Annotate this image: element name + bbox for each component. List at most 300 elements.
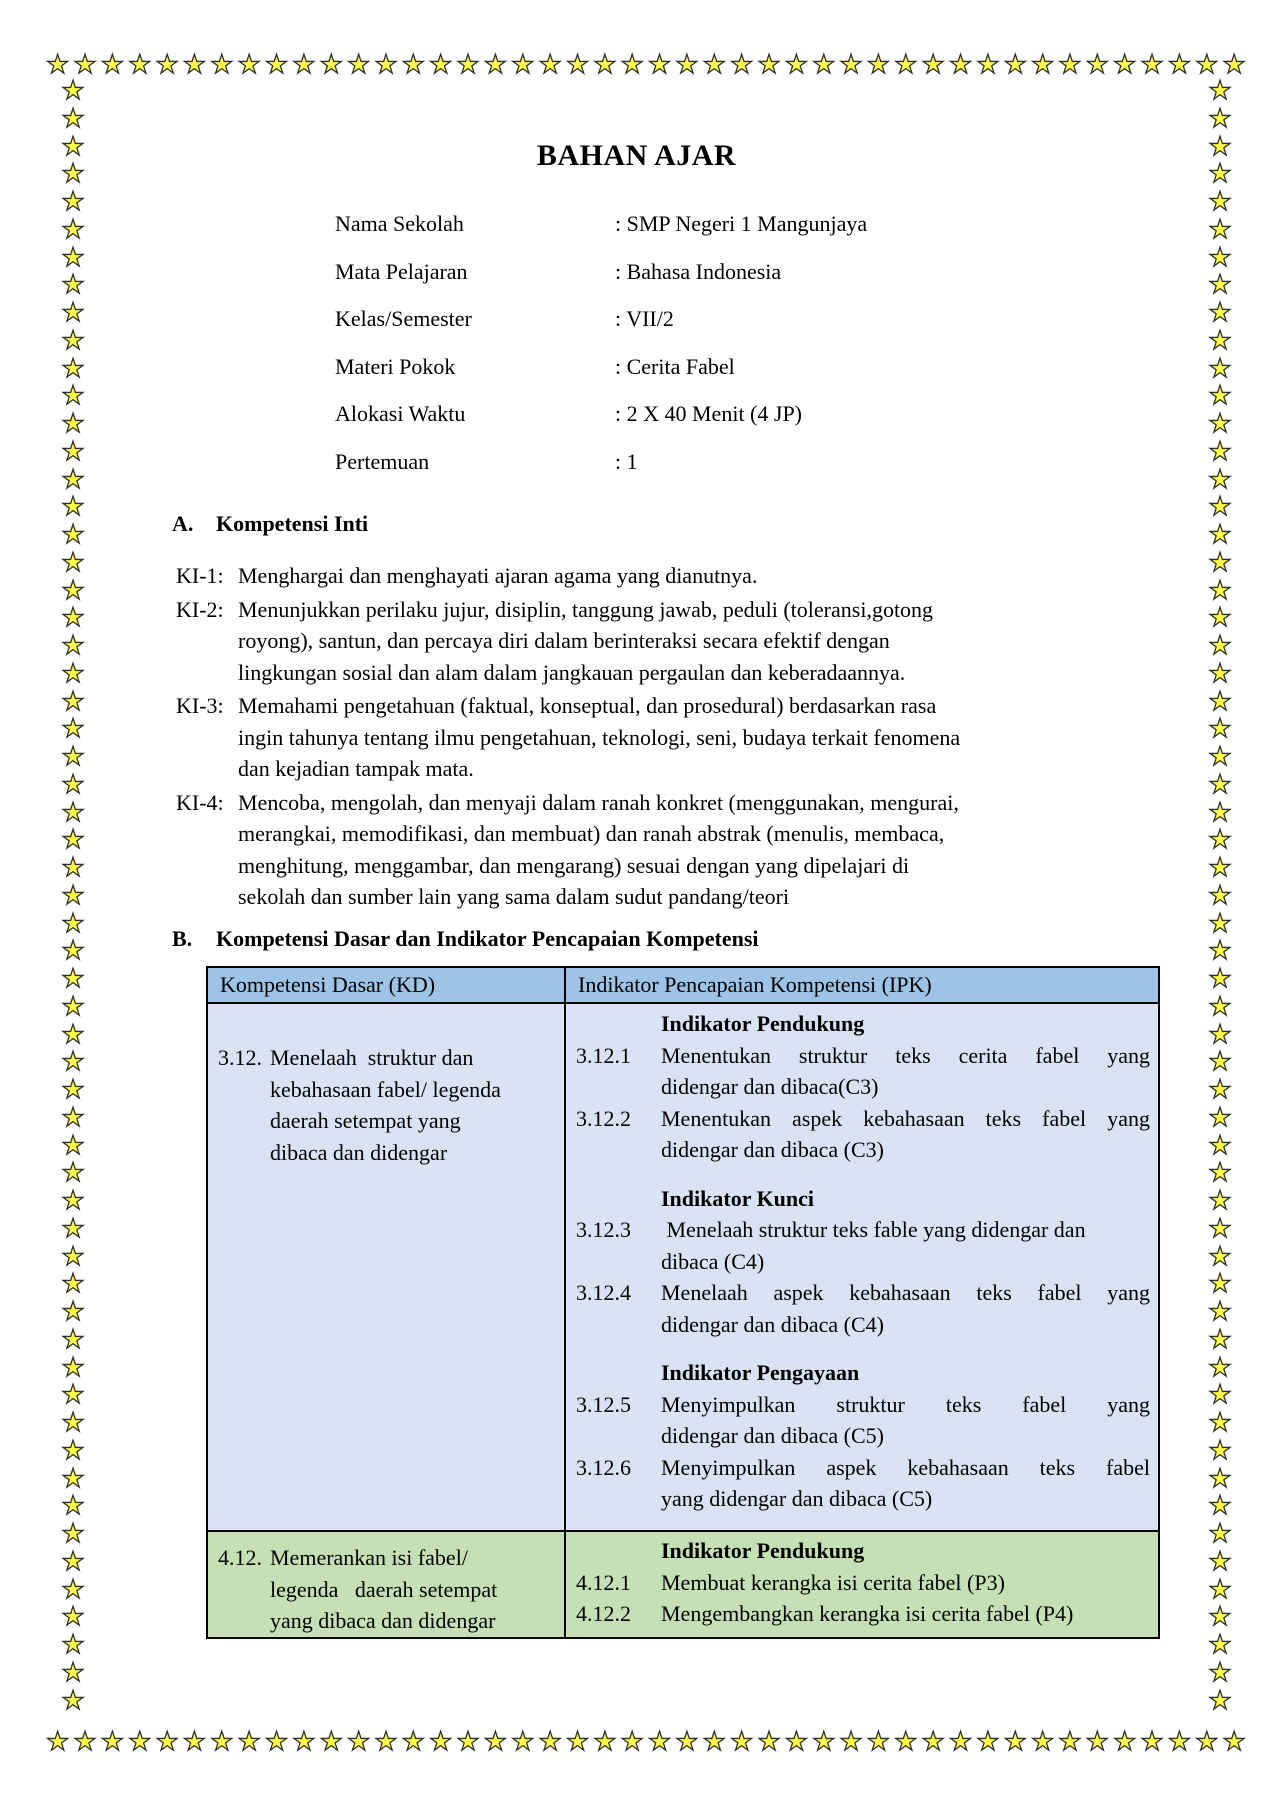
star-icon: ★ [61, 1269, 85, 1299]
star-icon: ★ [61, 1213, 85, 1243]
star-icon: ★ [784, 50, 809, 79]
ipk-item [576, 1040, 1150, 1103]
metadata-row-topic [335, 343, 1035, 391]
star-icon: ★ [921, 1727, 945, 1756]
star-icon: ★ [61, 1186, 85, 1215]
star-icon: ★ [61, 825, 85, 855]
kd-cell [207, 1003, 565, 1531]
star-icon: ★ [1208, 880, 1232, 910]
ipk-section-heading: Indikator Kunci [661, 1185, 815, 1211]
text-line: dan kejadian tampak mata. [238, 756, 474, 781]
star-icon: ★ [61, 298, 85, 327]
star-icon: ★ [1208, 1186, 1232, 1215]
star-icon: ★ [1030, 1727, 1055, 1756]
star-icon: ★ [1003, 50, 1027, 79]
star-icon: ★ [264, 50, 289, 79]
star-icon: ★ [61, 853, 85, 882]
star-icon: ★ [675, 1727, 699, 1756]
star-icon: ★ [1003, 1727, 1027, 1756]
star-icon: ★ [702, 50, 726, 79]
star-icon: ★ [61, 964, 85, 993]
star-icon: ★ [1208, 1158, 1232, 1188]
star-icon: ★ [61, 1630, 85, 1659]
star-icon: ★ [620, 50, 644, 79]
text-line: Menentukan aspek kebahasaan teks fabel yang [661, 1105, 1150, 1131]
star-icon: ★ [1085, 50, 1109, 79]
star-icon: ★ [1113, 1727, 1137, 1756]
star-icon: ★ [61, 880, 85, 910]
star-icon: ★ [61, 1102, 85, 1132]
star-icon: ★ [61, 908, 85, 938]
star-icon: ★ [1208, 1491, 1232, 1521]
text-line: Mencoba, mengolah, dan menyaji dalam ranah konkret (menggunakan, mengurai, [238, 789, 959, 815]
ki-text [238, 594, 1166, 689]
metadata-row-school [335, 200, 1035, 248]
ipk-number: 3.12.6 [576, 1454, 631, 1480]
metadata-value: : SMP Negeri 1 Mangunjaya [615, 211, 868, 236]
ipk-item [576, 1452, 1150, 1515]
star-icon: ★ [1208, 797, 1232, 827]
kd-item [218, 1042, 556, 1168]
star-icon: ★ [429, 50, 453, 79]
metadata-block [335, 200, 1035, 486]
text-line: Menyimpulkan aspek kebahasaan teks fabel [661, 1454, 1150, 1480]
star-icon: ★ [1208, 1297, 1232, 1326]
kd-number: 4.12. [218, 1545, 262, 1570]
ipk-number: 4.12.1 [576, 1569, 631, 1595]
ipk-text [661, 1277, 1150, 1340]
star-icon: ★ [61, 991, 85, 1021]
star-icon: ★ [155, 50, 179, 79]
star-icon: ★ [61, 131, 85, 161]
star-icon: ★ [647, 50, 672, 79]
star-icon: ★ [1208, 1352, 1232, 1382]
star-border-top [46, 50, 1246, 80]
metadata-value: : Bahasa Indonesia [615, 258, 782, 284]
star-icon: ★ [483, 50, 508, 79]
star-icon: ★ [976, 1727, 1000, 1756]
ipk-item [576, 1389, 1150, 1452]
metadata-label: Pertemuan [335, 448, 430, 474]
star-icon: ★ [1208, 964, 1232, 993]
star-icon: ★ [1208, 1602, 1232, 1632]
text-line: daerah setempat yang [270, 1108, 461, 1133]
text-line: Menelaah struktur dan [270, 1045, 474, 1070]
star-border-left [58, 78, 88, 1714]
text-line: Menghargai dan menghayati ajaran agama yang dianutnya. [238, 563, 758, 588]
star-icon: ★ [593, 50, 617, 79]
star-icon: ★ [538, 1727, 562, 1756]
kd-number: 3.12. [218, 1045, 262, 1070]
star-icon: ★ [1208, 325, 1232, 355]
star-icon: ★ [948, 50, 973, 79]
star-icon: ★ [839, 1727, 863, 1756]
ki-item-1 [176, 560, 1166, 592]
star-icon: ★ [784, 1727, 809, 1756]
star-icon: ★ [61, 1380, 85, 1410]
star-icon: ★ [1208, 1213, 1232, 1243]
ipk-section-heading: Indikator Pengayaan [661, 1360, 860, 1385]
star-icon: ★ [61, 1130, 85, 1160]
ipk-text [661, 1452, 1150, 1515]
ipk-text [661, 1567, 1150, 1599]
star-icon: ★ [155, 1727, 179, 1756]
star-icon: ★ [894, 1727, 918, 1756]
star-icon: ★ [61, 1408, 85, 1437]
star-icon: ★ [812, 1727, 836, 1756]
star-icon: ★ [976, 50, 1000, 79]
ipk-item [576, 1103, 1150, 1166]
star-icon: ★ [1208, 1075, 1232, 1104]
star-icon: ★ [1208, 714, 1232, 744]
star-icon: ★ [1208, 270, 1232, 300]
ipk-number: 3.12.4 [576, 1280, 631, 1305]
text-line: menghitung, menggambar, dan mengarang) sesuai dengan yang dipelajari di [238, 852, 910, 878]
star-icon: ★ [1140, 1727, 1164, 1756]
text-line: dibaca dan didengar [270, 1139, 448, 1165]
ipk-number: 3.12.1 [576, 1042, 631, 1068]
star-border-right [1205, 78, 1235, 1714]
star-icon: ★ [1208, 1657, 1232, 1687]
star-icon: ★ [1208, 381, 1232, 411]
text-line: royong), santun, dan percaya diri dalam berinteraksi secara efektif dengan [238, 628, 890, 653]
star-icon: ★ [237, 50, 261, 79]
star-icon: ★ [46, 1727, 70, 1756]
ipk-section-heading: Indikator Pendukung [661, 1011, 865, 1036]
star-icon: ★ [61, 1657, 85, 1687]
text-line: yang dibaca dan didengar [270, 1608, 496, 1633]
star-icon: ★ [1208, 159, 1232, 189]
text-line: kebahasaan fabel/ legenda [270, 1076, 501, 1102]
star-icon: ★ [61, 520, 85, 549]
star-icon: ★ [61, 76, 85, 105]
metadata-value: : VII/2 [615, 306, 674, 332]
star-icon: ★ [237, 1727, 261, 1756]
star-icon: ★ [61, 1602, 85, 1632]
metadata-label: Materi Pokok [335, 353, 456, 379]
metadata-row-subject [335, 248, 1035, 296]
metadata-value: : 1 [615, 448, 638, 474]
star-icon: ★ [1058, 1727, 1082, 1756]
star-icon: ★ [61, 436, 85, 466]
ipk-item [576, 1214, 1150, 1277]
star-icon: ★ [1208, 131, 1232, 161]
star-icon: ★ [61, 603, 85, 633]
star-icon: ★ [61, 1435, 85, 1465]
ki-item-4 [176, 787, 1166, 913]
star-icon: ★ [61, 492, 85, 522]
star-icon: ★ [1208, 1324, 1232, 1354]
star-icon: ★ [1208, 631, 1232, 660]
star-icon: ★ [100, 1727, 125, 1756]
ipk-number: 3.12.3 [576, 1217, 631, 1242]
text-line: didengar dan dibaca(C3) [661, 1074, 879, 1099]
metadata-row-meeting [335, 438, 1035, 486]
star-icon: ★ [182, 50, 207, 79]
ki-item-3 [176, 690, 1166, 785]
ipk-item [576, 1277, 1150, 1340]
table-header-kd: Kompetensi Dasar (KD) [207, 967, 565, 1003]
star-icon: ★ [61, 1491, 85, 1521]
ipk-item [576, 1567, 1150, 1599]
kd-text [270, 1042, 556, 1168]
star-icon: ★ [319, 50, 343, 79]
star-icon: ★ [1208, 769, 1232, 799]
star-icon: ★ [319, 1727, 343, 1756]
star-icon: ★ [61, 242, 85, 272]
star-icon: ★ [812, 50, 836, 79]
star-icon: ★ [374, 1727, 398, 1756]
table-header-ipk: Indikator Pencapaian Kompetensi (IPK) [565, 967, 1159, 1003]
ipk-cell [565, 1531, 1159, 1638]
star-icon: ★ [839, 50, 863, 79]
star-icon: ★ [1208, 103, 1232, 133]
star-icon: ★ [1208, 1546, 1232, 1576]
star-icon: ★ [61, 742, 85, 771]
star-icon: ★ [61, 1241, 85, 1271]
star-icon: ★ [729, 50, 754, 79]
section-title: Kompetensi Inti [216, 511, 369, 536]
metadata-row-class-semester [335, 295, 1035, 343]
star-icon: ★ [1208, 409, 1232, 438]
star-icon: ★ [61, 1019, 85, 1049]
star-icon: ★ [538, 50, 562, 79]
section-title: Kompetensi Dasar dan Indikator Pencapaian Kompetensi [216, 926, 759, 951]
text-line: Menyimpulkan struktur teks fabel yang [661, 1391, 1150, 1417]
star-icon: ★ [1208, 1574, 1232, 1604]
text-line: didengar dan dibaca (C3) [661, 1137, 884, 1162]
ipk-section-heading: Indikator Pendukung [661, 1538, 865, 1563]
ipk-text [661, 1214, 1150, 1277]
star-icon: ★ [948, 1727, 973, 1756]
ki-number: KI-3: [176, 693, 224, 718]
star-icon: ★ [61, 936, 85, 966]
star-icon: ★ [1140, 50, 1164, 79]
ipk-cell [565, 1003, 1159, 1531]
star-icon: ★ [1208, 1630, 1232, 1659]
star-icon: ★ [456, 50, 480, 79]
star-icon: ★ [1208, 242, 1232, 272]
kd-item [218, 1542, 556, 1637]
table-row-4-12 [207, 1531, 1159, 1638]
star-icon: ★ [702, 1727, 726, 1756]
star-icon: ★ [346, 50, 371, 79]
star-icon: ★ [511, 50, 535, 79]
star-icon: ★ [61, 1685, 85, 1715]
star-icon: ★ [61, 769, 85, 799]
star-icon: ★ [61, 1574, 85, 1604]
text-line: didengar dan dibaca (C5) [661, 1423, 884, 1448]
text-line: Memerankan isi fabel/ [270, 1545, 468, 1570]
text-line: Menunjukkan perilaku jujur, disiplin, tanggung jawab, peduli (toleransi,gotong [238, 596, 934, 622]
star-icon: ★ [1208, 1519, 1232, 1548]
star-icon: ★ [61, 1158, 85, 1188]
star-icon: ★ [61, 631, 85, 660]
star-icon: ★ [1208, 353, 1232, 383]
text-line: dibaca (C4) [661, 1248, 765, 1274]
star-icon: ★ [1208, 1019, 1232, 1049]
ipk-number: 4.12.2 [576, 1601, 631, 1626]
star-icon: ★ [1208, 1380, 1232, 1410]
star-icon: ★ [1208, 76, 1232, 105]
ipk-text [661, 1389, 1150, 1452]
star-icon: ★ [866, 50, 891, 79]
kompetensi-inti-list [176, 560, 1166, 915]
star-icon: ★ [1167, 1727, 1192, 1756]
star-icon: ★ [1208, 298, 1232, 327]
star-icon: ★ [565, 50, 590, 79]
ipk-text [661, 1598, 1150, 1630]
star-icon: ★ [61, 797, 85, 827]
metadata-label: Kelas/Semester [335, 306, 472, 332]
star-icon: ★ [182, 1727, 207, 1756]
text-line: Menentukan struktur teks cerita fabel yang [661, 1042, 1150, 1068]
text-line: Menelaah struktur teks fable yang didengar dan [661, 1217, 1086, 1242]
star-icon: ★ [757, 1727, 781, 1756]
star-icon: ★ [1208, 1047, 1232, 1077]
star-icon: ★ [1167, 50, 1192, 79]
star-icon: ★ [1208, 908, 1232, 938]
star-icon: ★ [1208, 686, 1232, 716]
star-icon: ★ [264, 1727, 289, 1756]
star-icon: ★ [61, 1324, 85, 1354]
star-icon: ★ [1208, 825, 1232, 855]
star-icon: ★ [1208, 991, 1232, 1021]
star-icon: ★ [61, 159, 85, 189]
star-icon: ★ [61, 575, 85, 605]
ipk-section-pendukung [576, 1535, 1150, 1630]
star-icon: ★ [511, 1727, 535, 1756]
star-icon: ★ [61, 325, 85, 355]
star-icon: ★ [1208, 1408, 1232, 1437]
star-icon: ★ [61, 353, 85, 383]
star-icon: ★ [61, 1297, 85, 1326]
star-icon: ★ [401, 50, 425, 79]
star-icon: ★ [866, 1727, 891, 1756]
star-icon: ★ [1208, 214, 1232, 244]
star-icon: ★ [61, 1047, 85, 1077]
star-icon: ★ [73, 50, 97, 79]
text-line: yang didengar dan dibaca (C5) [661, 1486, 933, 1511]
text-line: Menelaah aspek kebahasaan teks fabel yang [661, 1280, 1150, 1305]
star-icon: ★ [1208, 520, 1232, 549]
star-icon: ★ [374, 50, 398, 79]
star-icon: ★ [61, 658, 85, 688]
star-icon: ★ [483, 1727, 508, 1756]
star-icon: ★ [292, 50, 316, 79]
star-icon: ★ [1208, 742, 1232, 771]
star-icon: ★ [1208, 464, 1232, 494]
star-icon: ★ [61, 187, 85, 216]
star-icon: ★ [565, 1727, 590, 1756]
star-icon: ★ [100, 50, 125, 79]
star-icon: ★ [456, 1727, 480, 1756]
ki-item-2 [176, 594, 1166, 689]
star-icon: ★ [1208, 1130, 1232, 1160]
text-line: didengar dan dibaca (C4) [661, 1311, 884, 1337]
metadata-value: : Cerita Fabel [615, 353, 735, 379]
metadata-row-time [335, 390, 1035, 438]
star-icon: ★ [1113, 50, 1137, 79]
star-icon: ★ [1208, 1463, 1232, 1493]
ki-number: KI-1: [176, 563, 224, 588]
star-icon: ★ [61, 214, 85, 244]
star-icon: ★ [61, 714, 85, 744]
star-icon: ★ [401, 1727, 425, 1756]
section-a-heading [172, 510, 368, 538]
text-line: legenda daerah setempat [270, 1576, 498, 1602]
star-icon: ★ [61, 686, 85, 716]
star-icon: ★ [61, 547, 85, 577]
star-icon: ★ [1195, 50, 1219, 79]
star-icon: ★ [1208, 1685, 1232, 1715]
star-icon: ★ [61, 1519, 85, 1548]
star-icon: ★ [1030, 50, 1055, 79]
star-icon: ★ [1222, 1727, 1246, 1756]
star-icon: ★ [894, 50, 918, 79]
star-icon: ★ [61, 270, 85, 300]
metadata-label: Alokasi Waktu [335, 401, 466, 427]
ki-number: KI-2: [176, 596, 224, 622]
ipk-section-kunci [576, 1183, 1150, 1341]
star-icon: ★ [210, 50, 234, 79]
table-header-row [207, 967, 1159, 1003]
star-icon: ★ [1222, 50, 1246, 79]
ipk-number: 3.12.5 [576, 1391, 631, 1417]
ki-text [238, 787, 1166, 913]
ipk-number: 3.12.2 [576, 1105, 631, 1131]
star-icon: ★ [1208, 1269, 1232, 1299]
star-icon: ★ [292, 1727, 316, 1756]
text-line: ingin tahunya tentang ilmu pengetahuan, teknologi, seni, budaya terkait fenomena [238, 724, 961, 750]
star-icon: ★ [757, 50, 781, 79]
ipk-text [661, 1103, 1150, 1166]
star-icon: ★ [1208, 492, 1232, 522]
star-icon: ★ [675, 50, 699, 79]
ipk-item [576, 1598, 1150, 1630]
text-line: sekolah dan sumber lain yang sama dalam sudut pandang/teori [238, 884, 790, 909]
text-line: lingkungan sosial dan alam dalam jangkauan pergaulan dan keberadaannya. [238, 659, 906, 685]
star-icon: ★ [1058, 50, 1082, 79]
section-b-heading [172, 925, 759, 953]
table-row-3-12 [207, 1003, 1159, 1531]
ki-text [238, 560, 1166, 592]
star-icon: ★ [1085, 1727, 1109, 1756]
star-icon: ★ [346, 1727, 371, 1756]
star-icon: ★ [46, 50, 70, 79]
star-icon: ★ [61, 103, 85, 133]
ki-number: KI-4: [176, 789, 224, 815]
kd-text [270, 1542, 556, 1637]
star-icon: ★ [61, 381, 85, 411]
ipk-section-pendukung [576, 1008, 1150, 1166]
star-icon: ★ [61, 409, 85, 438]
star-icon: ★ [61, 1075, 85, 1104]
star-icon: ★ [1208, 436, 1232, 466]
ipk-text [661, 1040, 1150, 1103]
star-icon: ★ [1195, 1727, 1219, 1756]
star-icon: ★ [1208, 1435, 1232, 1465]
star-icon: ★ [620, 1727, 644, 1756]
text-line: Membuat kerangka isi cerita fabel (P3) [661, 1569, 1005, 1595]
star-icon: ★ [1208, 547, 1232, 577]
section-letter: B. [172, 926, 193, 951]
star-icon: ★ [1208, 603, 1232, 633]
text-line: Memahami pengetahuan (faktual, konseptual, dan prosedural) berdasarkan rasa [238, 693, 937, 718]
metadata-label: Mata Pelajaran [335, 258, 468, 284]
text-line: merangkai, memodifikasi, dan membuat) dan ranah abstrak (menulis, membaca, [238, 821, 945, 846]
star-icon: ★ [593, 1727, 617, 1756]
